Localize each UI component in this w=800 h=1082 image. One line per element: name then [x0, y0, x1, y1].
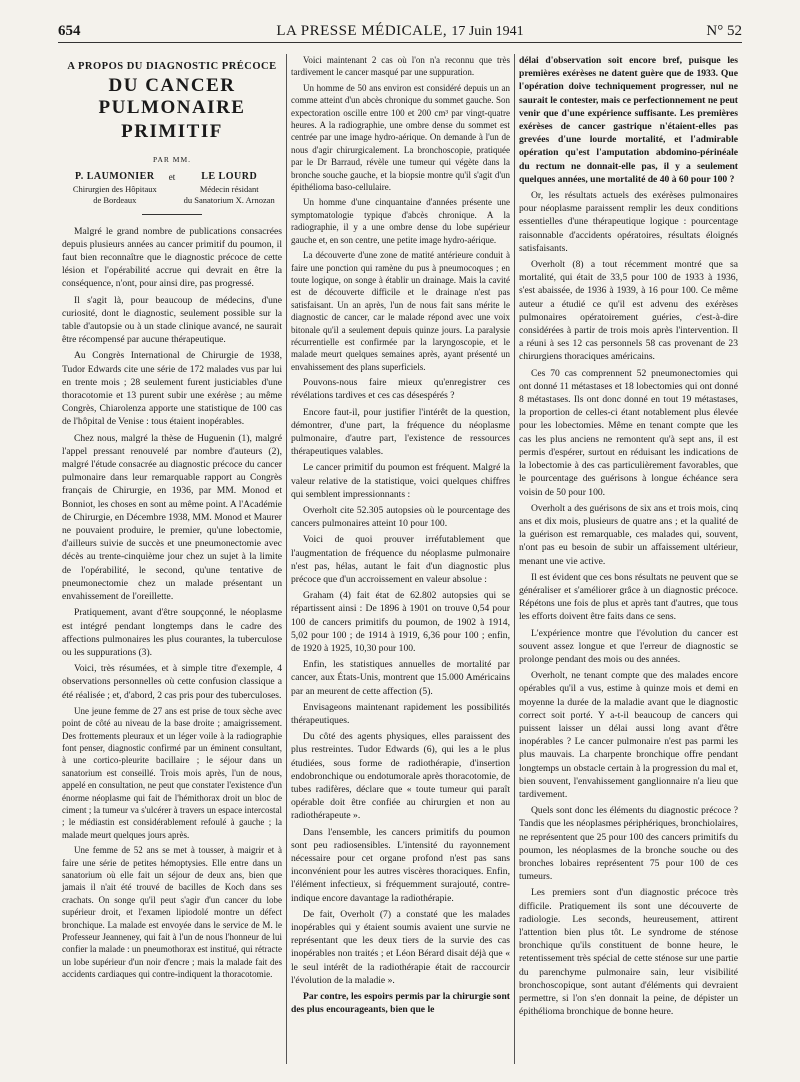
article-kicker: A PROPOS DU DIAGNOSTIC PRÉCOCE: [67, 61, 277, 72]
article-heading: [62, 60, 282, 215]
case-report: Une jeune femme de 27 ans est prise de toux sèche avec point de côté au niveau de la base droite ; amaigrissement. Des frottements pleuraux et un léger voile à la radiographie font penser, diagnostic confirmé par un éminent consultant, à une cortico-pleurite bacillaire ; le séjour dans un sanatorium est conseillé. Trois mois après, l'un de nous, appelé en consultation, ne peut que constater l'existence d'un énorme néoplasme qui fait de l'hémithorax droit un bloc de ciment ; la tumeur va s'ulcérer à travers un espace intercostal ; le médiastin est considérablement refoulé à gauche ; la malade meurt quelques jours après.: [62, 705, 282, 840]
paragraph: Les premiers sont d'un diagnostic précoce très difficile. Pratiquement ils sont une découverte de radiologie. Les seconds, heureusement, attirent l'attention bien plus tôt. Le syndrome de sténose bronchique qu'ils constituent de bonne heure, le retentissement très spécial de cette sténose sur une partie du parenchyme pulmonaire sain, leur visibilité bronchoscopique, sont autant d'éléments qui devraient permettre, si l'on s'en donnait la peine, de dépister un épithélioma bronchique de bonne heure.: [519, 887, 738, 1018]
page-number: 654: [58, 23, 81, 39]
paragraph: Enfin, les statistiques annuelles de mortalité par cancer, aux États-Unis, montrent que 15.000 Américains par an meurent de cette affection (5).: [291, 659, 510, 697]
column-1: [58, 54, 286, 1064]
issue-number: N° 52: [706, 23, 742, 39]
paragraph: Il s'agit là, pour beaucoup de médecins, d'une curiosité, dont le diagnostic, seulement possible sur la table d'autopsie ou à un stade clinique avancé, ne saurait être récompensé par aucune thérapeutique.: [62, 294, 282, 346]
paragraph-emphasis: Par contre, les espoirs permis par la chirurgie sont des plus encourageants, bien que le: [291, 991, 510, 1016]
paragraph: Ces 70 cas comprennent 52 pneumonectomies qui ont donné 11 métastases et 18 lobectomies qui ont donné 8 métastases. Ils ont donc donné en tout 19 métastases, la proportion de celles-ci étant notablement plus élevée pour les lobectomies. Même en tenant compte que les cas les plus anciens ne remontent qu'à sept ans, il est permis d'espérer, surtout en réduisant les indications de la lobectomie à des cas particulièrement favorables, que le pourcentage des guérisons à longue échéance sera voisin de 50 pour 100.: [519, 367, 738, 498]
paragraph: Graham (4) fait état de 62.802 autopsies qui se répartissent ainsi : De 1896 à 1901 on trouve 0,54 pour 100 de cancers primitifs du poumon, de 1902 à 1914, 5,02 pour 100 ; de 1914 à 1919, 6,36 pour 100 ; enfin, de 1920 à 1925, 10,30 pour 100.: [291, 590, 510, 655]
author-2-name: LE LOURD: [201, 171, 258, 183]
paragraph: Pratiquement, avant d'être soupçonné, le néoplasme est intégré pendant longtemps dans le cadre des affections pulmonaires les plus courantes, la tuberculose ou les suppurations (3).: [62, 607, 282, 658]
paragraph: L'expérience montre que l'évolution du cancer est souvent assez longue et que l'erreur de diagnostic se prolonge pendant des mois ou des années.: [519, 627, 738, 665]
author-1: [62, 170, 168, 205]
paragraph: Quels sont donc les éléments du diagnostic précoce ? Tandis que les néoplasmes périphériques, bronchiolaires, ne représentent que 25 pour 100 des cancers primitifs du poumon, les néoplasmes de la bronche souche ou des bronches lobaires représentent 75 pour 100 de ces tumeurs.: [519, 805, 738, 883]
heading-divider: [142, 214, 202, 215]
paragraph: Or, les résultats actuels des exérèses pulmonaires pour néoplasme paraissent remplir les deux conditions essentielles d'une thérapeutique logique : pourcentage raisonnable d'accidents opératoires, résultats éloignés satisfaisants.: [519, 190, 738, 254]
column-3: [514, 54, 742, 1064]
paragraph: Le cancer primitif du poumon est fréquent. Malgré la valeur relative de la statistique, voici quelques chiffres qui semblent impressionnants :: [291, 462, 510, 500]
paragraph: Overholt, ne tenant compte que des malades encore opérables qu'il a vus, estime à quinze mois et demi en moyenne la durée de la maladie avant que le diagnostic correct soit porté. Y a-t-il beaucoup de cancers qui puissent laisser un délai aussi long avant d'être inopérables ? Le cancer pulmonaire n'est pas parmi les plus mauvais. La charpente bronchique offre pendant longtemps un obstacle certain à la progression du mal et, bien souvent, l'envahissement ganglionnaire n'a lieu que tardivement.: [519, 670, 738, 800]
paragraph: Voici, très résumées, et à simple titre d'exemple, 4 observations personnelles où cette confusion classique a été réalisée ; et, d'abord, 2 cas pris pour des tuberculoses.: [62, 663, 282, 701]
case-report: Voici maintenant 2 cas où l'on n'a reconnu que très tardivement le cancer masqué par une suppuration.: [291, 55, 510, 78]
article-title-line-1: DU CANCER PULMONAIRE: [98, 75, 246, 119]
paragraph: Au Congrès International de Chirurgie de 1938, Tudor Edwards cite une série de 172 malades vus par lui en trente mois ; 28 seulement furent justiciables d'une thoracotomie et 13 purent subir une exérèse ; au même Congrès, Chiarolenza apporte une statistique de 100 cas de l'hôpital de Venise : tous étaient inopérables.: [62, 350, 282, 428]
paragraph-emphasis: délai d'observation soit encore bref, puisque les premières exérèses ne datent guère que de 1933. Que l'opération doive techniquement progresser, nul ne saurait le contester, mais ce perfectionnement ne peut venir que d'une expérience suffisante. Les premières exérèses de cancer gastrique n'étaient-elles pas grevées d'une lourde mortalité, et l'admirable opération qu'est l'amputation abdomino-périnéale du rectum ne donnait-elle pas, il y a seulement quelques années, une mortalité de 40 à 60 pour 100 ?: [519, 55, 738, 185]
author-1-role: Chirurgien des Hôpitaux: [72, 183, 157, 194]
paragraph: Il est évident que ces bons résultats ne peuvent que se généraliser et s'améliorer grâce à un diagnostic précoce. Répétons une fois de plus et après tant d'autres, que tous les efforts doivent être faits dans ce sens.: [519, 571, 738, 623]
author-1-name: P. LAUMONIER: [75, 171, 155, 183]
case-report: Un homme d'une cinquantaine d'années présente une symptomatologie typique d'abcès chronique. A la radiographie, il y a une ombre dense du lobe supérieur gauche et, en son centre, une petite image hydro-aérique.: [291, 197, 510, 245]
author-2: [176, 170, 282, 205]
paragraph: Overholt a des guérisons de six ans et trois mois, cinq ans et dix mois, plusieurs de quatre ans ; et la qualité de la guérison est remarquable, ces malades qui, souvent, n'ont pas eu besoin de subir un affaissement ultérieur, menant une vie active.: [519, 502, 738, 567]
author-2-role: Médecin résidant: [199, 183, 259, 194]
article-columns: [58, 54, 744, 1064]
journal-name: LA PRESSE MÉDICALE,: [276, 23, 448, 39]
paragraph: Pouvons-nous faire mieux qu'enregistrer ces révélations tardives et ces cas désespérés ?: [291, 377, 510, 402]
paragraph: Overholt cite 52.305 autopsies où le pourcentage des cancers pulmonaires atteint 10 pour 100.: [291, 504, 510, 530]
issue-date: 17 Juin 1941: [451, 24, 524, 39]
authors: [62, 170, 282, 205]
running-header: [58, 20, 742, 43]
author-conjunction: et: [168, 172, 176, 183]
case-report: La découverte d'une zone de matité antérieure conduit à faire une ponction qui ramène du pus à pneumocoques ; en toute logique, on songe à établir un drainage. Mais la cavité est de découverte difficile et le drainage n'est pas satisfaisant. Un an après, l'un de nous fait sans mérite le diagnostic de cancer, car le malade répond avec une voix bitonale qu'il a seulement depuis quinze jours. La paralysie récurrentielle est confirmée par la laryngoscopie, et le malade meurt quelques semaines après, ayant présenté un envahissement des plans superficiels.: [291, 250, 510, 372]
author-1-city: de Bordeaux: [93, 194, 137, 205]
paragraph: Du côté des agents physiques, elles paraissent des plus restreintes. Tudor Edwards (6), qui les a le plus étudiées, sous forme de radiothérapie, d'insertion endobronchique ou endotumorale après thoracotomie, de tubes radifères, déclare que « toute tumeur qui paraît opérable doit être confiée au chirurgien et non au radiothérapeute ».: [291, 731, 510, 822]
journal-title: [58, 20, 742, 43]
case-report: Un homme de 50 ans environ est considéré depuis un an comme atteint d'un abcès chronique du sommet gauche. Son expectoration oscille entre 100 et 200 cm³ par vingt-quatre heures. A la radiographie, une ombre dense du sommet est centrée par une image hydro-aérique. On demande à l'un de nous d'agir chirurgicalement. La bronchoscopie, pratiquée par le Dr Barraud, révèle une tumeur qui végète dans la bronche souche gauche, et la biopsie montre qu'il s'agit d'un épithélioma baso-cellulaire.: [291, 82, 510, 193]
case-report: Une femme de 52 ans se met à tousser, à maigrir et à faire une série de petites hémoptysies. Elle entre dans un sanatorium où elle fait un séjour de deux ans, bien que jamais il n'ait été trouvé de bacilles de Koch dans ses crachats. On songe qu'il peut s'agir d'un cancer du lobe supérieur droit, et l'examen lipiodolé montre un défect bronchique. La malade est envoyée dans le service de M. le Professeur Jeanneney, qui fait à l'un de nous l'honneur de lui confier la malade : un pneumothorax est institué, qui rétracte un lobe supérieur d'un noir d'encre ; mais la malade fait des accidents cardiaques qui contre-indiquent la thoracotomie.: [62, 845, 282, 980]
paragraph: Malgré le grand nombre de publications consacrées depuis plusieurs années au cancer primitif du poumon, il faut bien reconnaître que le diagnostic précoce de cette lésion et l'opérabilité accrue qui devrait en être la conséquence, n'ont, pour ainsi dire, pas progressé.: [62, 225, 282, 290]
column-2: [286, 54, 514, 1064]
paragraph: Voici de quoi prouver irréfutablement que l'augmentation de fréquence du néoplasme pulmonaire n'est pas, hélas, autant le fait d'un diagnostic plus précoce que d'un accroissement en valeur absolue :: [291, 534, 510, 585]
paragraph: De fait, Overholt (7) a constaté que les malades inopérables qui y étaient soumis avaient une survie ne représentant que les deux tiers de la survie des cas inopérables non traités ; et Léon Bérard disait déjà que « le seul intérêt de la radiothérapie était de raccourcir l'évolution de la maladie ».: [291, 908, 510, 986]
paragraph: Overholt (8) a tout récemment montré que sa mortalité, qui était de 33,5 pour 100 de 1933 à 1936, s'est abaissée, de 1936 à 1939, à 16 pour 100. Ce même auteur a étudié ce qu'il est advenu des exérèses pulmonaires opératoirement guéries, c'est-à-dire considérées à partir de trois mois après l'intervention. Il a réuni à ses 12 cas personnels 58 cas provenant de 23 chirurgiens thoraciques américains.: [519, 259, 738, 363]
byline: PAR MM.: [153, 155, 191, 165]
paragraph: Chez nous, malgré la thèse de Huguenin (1), malgré l'appel pressant renouvelé par nombre d'auteurs (2), malgré l'étude consacrée au diagnostic précoce du cancer pulmonaire dans leur remarquable rapport au Congrès français de Chirurgie, en 1936, par MM. Monod et Bonniot, les choses en sont au même point. A l'Académie de Chirurgie, en Décembre 1938, MM. Monod et Maurer ne pouvaient produire, le premier, qu'une lobectomie, d'ailleurs suivie de succès et une pneumonectomie avec décès au trente-cinquième jour chez un sujet à la limite de l'opérabilité, le second, qu'une tentative de pneumonectomie chez un malade présentant un envahissement de l'oreillette.: [62, 432, 282, 603]
article-title-line-2: PRIMITIF: [121, 121, 223, 143]
paragraph: Encore faut-il, pour justifier l'intérêt de la question, démontrer, d'une part, la fréquence du néoplasme pulmonaire, d'autre part, l'existence de ressources thérapeutiques valables.: [291, 406, 510, 458]
paragraph: Dans l'ensemble, les cancers primitifs du poumon sont peu radiosensibles. L'intensité du rayonnement nécessaire pour cet organe profond n'est pas sans inconvénient pour les autres viscères thoraciques. Enfin, l'élément infectieux, si fréquemment surajouté, contre-indique encore davantage la radiothérapie.: [291, 826, 510, 904]
paragraph: Envisageons maintenant rapidement les possibilités thérapeutiques.: [291, 701, 510, 727]
author-2-affiliation: du Sanatorium X. Arnozan: [183, 194, 275, 205]
